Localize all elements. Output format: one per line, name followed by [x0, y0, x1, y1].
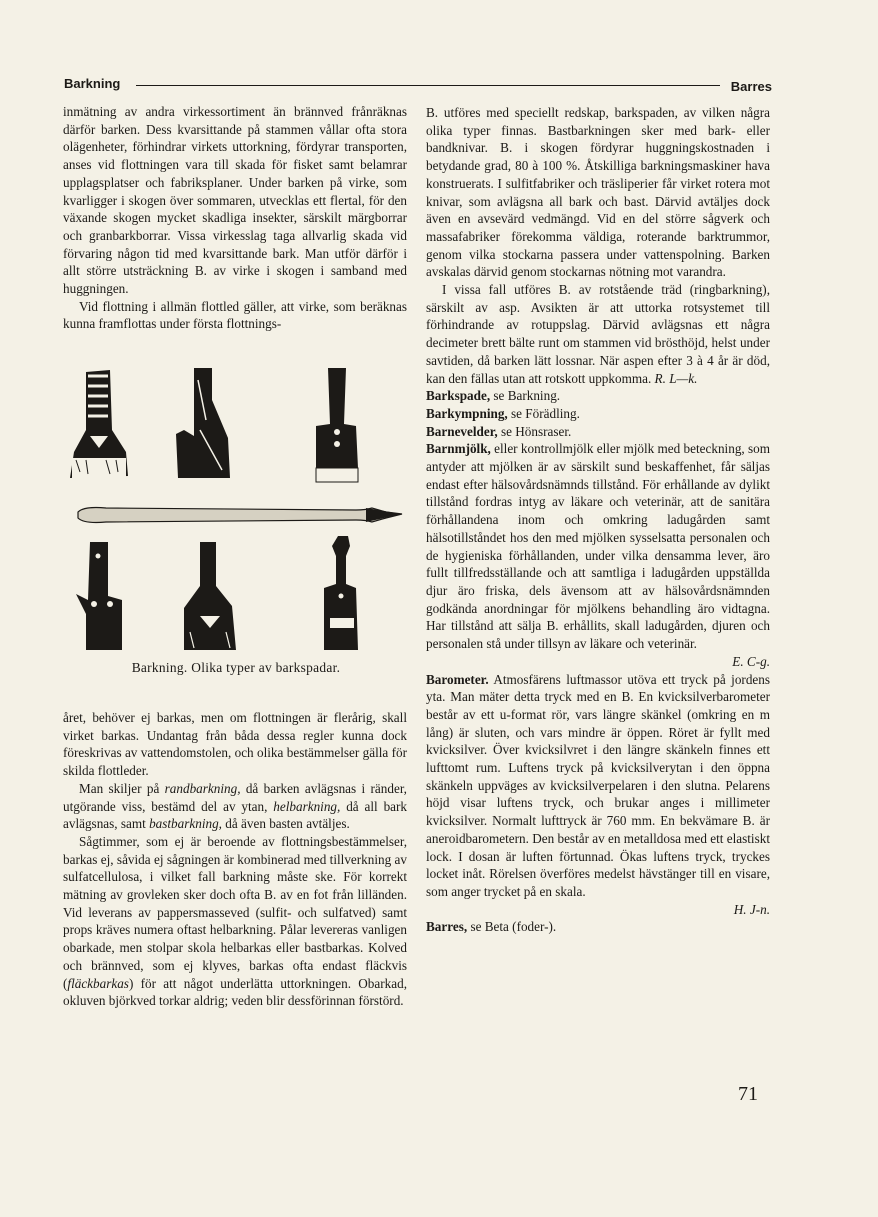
paragraph: Vid flottning i allmän flottled gäller, att virke, som beräknas kunna framflottas under första flottnings- [63, 298, 407, 332]
author-signature: E. C-g. [732, 653, 770, 669]
paragraph: B. utföres med speciellt redskap, barkspaden, av vilken några olika typer finnas. Bastbarkningen sker med bark- eller bandknivar. B. i skogen fördyrar huggningskostnaden i betydande grad, 80 à 100 %. Åtskilliga barkningsmaskiner hava konstruerats. I sulfitfabriker och träsliperier får virket rotera mot knivar, som avlägsna all bark och bast. Därvid avtäljes dock även en avsevärd vedmängd. Vid en del större sågverk och massafabriker förekomma väldiga, roterande barktrummor, genom vilka stockarna passera under vattenspolning. Barken avskalas därvid genom stockarnas nötning mot varandra. [426, 105, 770, 280]
running-head [64, 74, 772, 94]
left-column-bottom [63, 709, 407, 1010]
page-number: 71 [738, 1083, 758, 1105]
entry-barometer [426, 671, 770, 901]
entry-text: se Barkning. [490, 388, 561, 404]
header-rule [136, 85, 720, 86]
figure-caption: Barkning. Olika typer av barkspadar. [131, 660, 341, 675]
paragraph [426, 281, 770, 387]
text-run: Man skiljer på [79, 780, 165, 796]
italic-term: randbarkning, [164, 780, 241, 796]
bark-spade-illustration [316, 368, 358, 482]
entry-text: eller kontrollmjölk eller mjölk med beteckning, som antyder att mjölken är av särskilt sund beskaffenhet, får säljas endast efter hälsovårdsnämnds tillstånd. För erhållande av dylikt tillstånd fordras intyg av läkare och veterinär, att de sanitära förhållandena inom och omkring ladugården samt hälsotillståndet hos den med mjölken sysselsatta personalen och de hygieniska förhållanden, under vilka densamma lever, äro fullt tillfredsställande och att samtliga i ladugården uppställda djur äro friska, dels ävensom att av hälsovårdsnämnden godkända anordningar för mjölkens behandling äro vidtagna. Har tillstånd att sälja B. erhållits, skall ladugården, djuren och personalen stå under tillsyn av läkare och veterinär. [426, 441, 770, 652]
paragraph: inmätning av andra virkessortiment än brännved frånräknas därför barken. Dess kvarsittande på stammen vållar ofta stora olägenheter, förhindrar virkets uttorkning, fördyrar transporten, anses vid flottningen vara till skada för fisket samt belamrar upplagsplatser och fabriksplaner. Under barken på virke, som kvarligger i skogen över sommaren, utvecklas ett flertal, för den växande skogen mycket skadliga insekter, särskilt märgborrar och granbarkborrar. Vissa virkesslag taga allvarlig skada vid förvaring någon tid med kvarsittande bark. Man utför därför i allt större utsträckning B. av virke i skogen i samband med huggningen. [63, 104, 407, 297]
bark-spade-illustration [76, 542, 122, 650]
entry-headword: Barkympning, [426, 405, 508, 421]
entry-text: se Beta (foder-). [467, 919, 557, 935]
entry-barres [426, 918, 770, 936]
entry-headword: Barnmjölk, [426, 441, 491, 457]
entry-headword: Barres, [426, 919, 468, 935]
entry-text: se Hönsraser. [497, 423, 572, 439]
italic-term: helbarkning, [273, 798, 341, 814]
text-run: då all bark avlägsnas, samt [63, 798, 408, 832]
entry-headword: Barkspade, [426, 388, 491, 404]
entry-text: se Förädling. [507, 405, 580, 421]
right-column [426, 104, 770, 936]
bark-spade-illustration [184, 542, 236, 650]
entry-barnmjolk [426, 440, 770, 652]
text-run: då barken avlägsnas i ränder, utgörande viss, bestämd del av ytan, [63, 780, 407, 814]
italic-term: bastbarkning, [149, 816, 222, 832]
entry-text: Atmosfärens luftmassor utöva ett tryck på jordens yta. Man mäter detta tryck med en B. En kvicksilverbarometer består av ett u-format rör, vars längre skänkel (omkring en m lång) är sluten, och vars mindre är öppen. Röret är fyllt med kvicksilver. Över kvicksilvret i den längre skänkeln finnes ett lufttomt rum. Luftens tryck på kvicksilverytan i den öppna skänkeln uppväges av kvicksilverpelaren i den slutna. Pelarens höjd visar luftens tryck, och brukar anges i millimeter kvicksilver. Normalt lufttryck är 760 mm. En bekvämare B. är aneroidbarometern. Den består av en metalldosa med ett elastiskt lock. I dosan är luften förtunnad. Ökas luftens tryck, tryckes locket inåt. Rörelsen överföres medelst hävstänger till en visare, som anger trycket på en skala. [426, 671, 770, 899]
paragraph [63, 833, 407, 1010]
entry-barnevelder [426, 423, 770, 441]
figure-barkspadar [66, 360, 406, 690]
text-run: I vissa fall utföres B. av rotstående träd (ringbarkning), särskilt av asp. Avsikten är att uttorka rotsystemet till förhindrande av rotuppslag. Därvid avlägsnas ett några decimeter brett bälte runt om stammen vid brösthöjd, helst under savtiden, då barken lätt lossnar. När aspen efter 3 à 4 år är död, kan den fällas utan att rotskott uppkomma. [426, 282, 770, 386]
entry-barkympning [426, 405, 770, 423]
bark-spade-illustration [324, 536, 358, 650]
paragraph [63, 780, 407, 833]
bark-spades-illustration [66, 360, 406, 660]
spade-handle-illustration [78, 508, 402, 523]
author-signature: H. J-n. [733, 901, 770, 917]
paragraph: året, behöver ej barkas, men om flottningen är flerårig, skall virket barkas. Undantag från båda dessa regler kunna dock föreskrivas av vattendomstolen, och olika bestämmelser gälla för skilda flottleder. [63, 710, 407, 779]
bark-spade-illustration [176, 368, 230, 478]
text-run: då även basten avtäljes. [221, 816, 350, 832]
entry-headword: Barometer. [426, 671, 489, 687]
text-run: Sågtimmer, som ej är beroende av flottningsbestämmelser, barkas ej, såvida ej sågningen är kombinerad med tillverkning av sulfatcellulosa, i vilket fall barkning måste ske. För korrekt mätning av grovleken sker doch ofta B. av en fot från lilländen. Vid leverans av pappersmasseved (sulfit- och sulfatved) samt props kräves numera oftast helbarkning. Pålar levereras vanligen obarkade, men stolpar skola helbarkas eller bastbarkas. Kolved och brännved, som ej klyves, barkas ofta endast fläckvis ( [63, 833, 407, 991]
italic-term: fläckbarkas [67, 975, 129, 991]
entry-headword: Barnevelder, [426, 423, 498, 439]
text-run: ) för att något underlätta uttorkningen. Obarkad, okluven björkved torkar aldrig; veden blir dessförinnan förstörd. [63, 975, 407, 1009]
running-head-right: Barres [730, 79, 772, 94]
left-column-top [63, 103, 407, 333]
running-head-left: Barkning [64, 76, 121, 91]
entry-barkspade [426, 387, 770, 405]
author-signature: R. L—k. [654, 370, 698, 386]
bark-spade-illustration [70, 370, 128, 478]
